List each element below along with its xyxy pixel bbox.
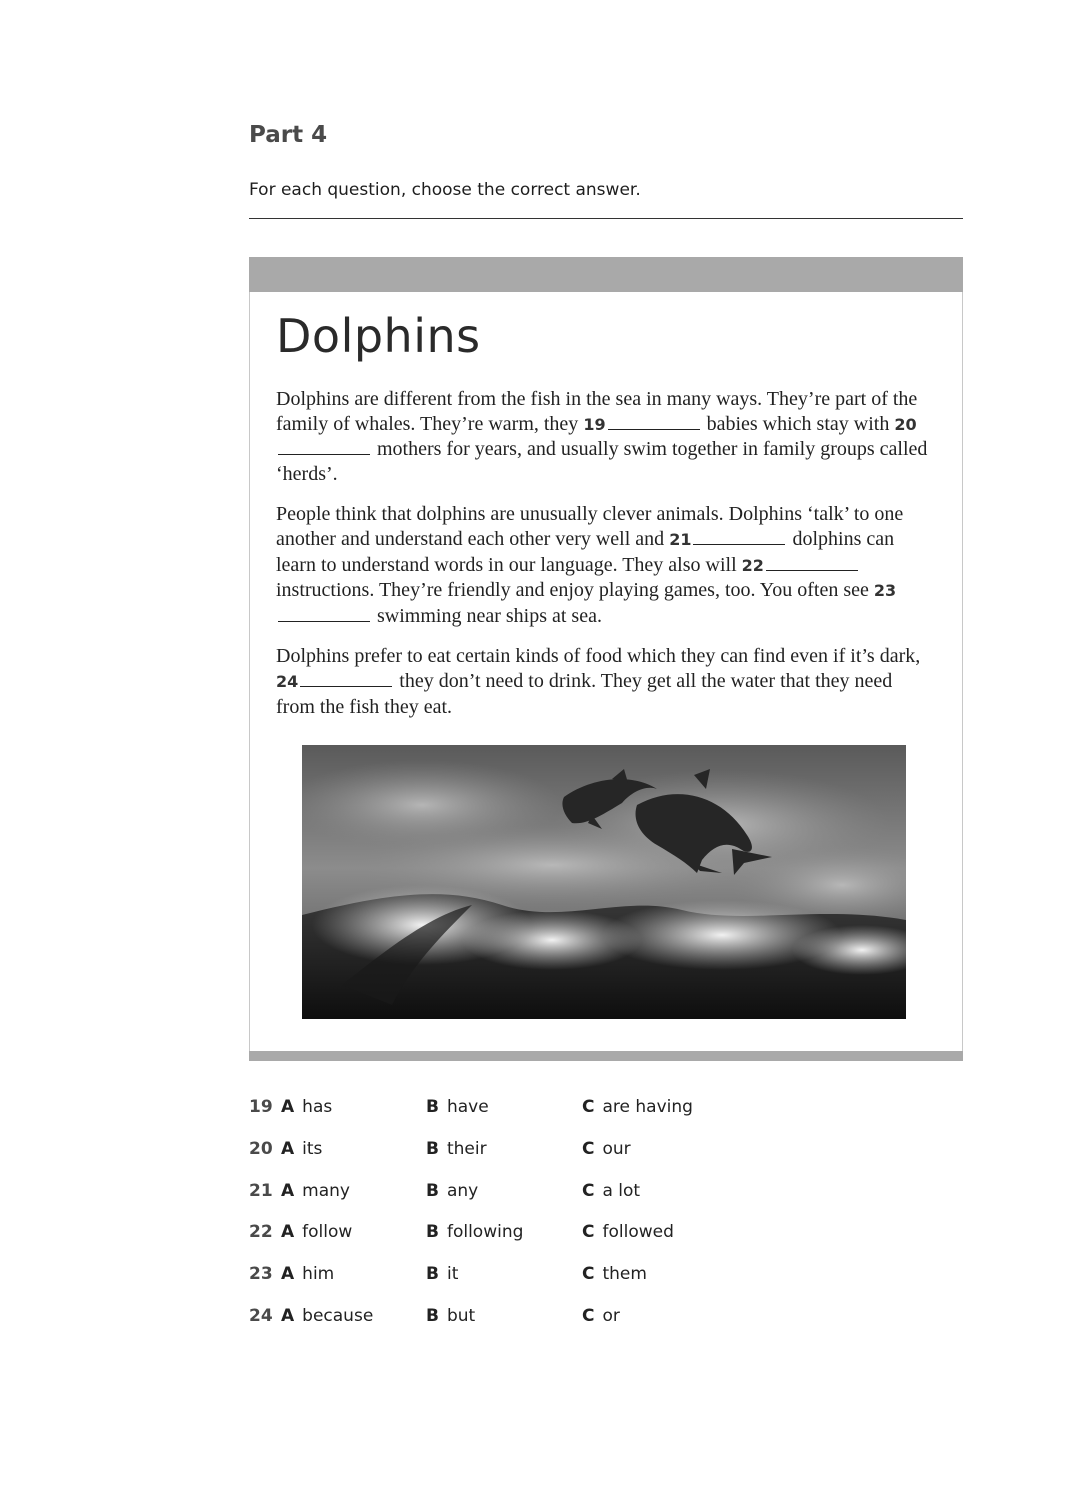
article-body: [276, 387, 936, 735]
paragraph-3: [276, 644, 936, 719]
option-letter: C: [582, 1222, 595, 1243]
option-a[interactable]: [281, 1264, 334, 1284]
option-letter: B: [426, 1305, 439, 1326]
divider: [249, 218, 963, 219]
card-header-band: [249, 257, 963, 292]
gap-blank: [278, 453, 370, 455]
option-a[interactable]: [281, 1306, 373, 1326]
option-letter: B: [426, 1097, 439, 1117]
option-letter: C: [582, 1138, 595, 1159]
option-a[interactable]: [281, 1222, 352, 1242]
option-a[interactable]: [281, 1097, 332, 1117]
card-footer-band: [249, 1051, 963, 1061]
option-text: many: [302, 1180, 350, 1201]
text: Dolphins are different from the fish in the sea in many ways. They’re part of the family of whales. They’re warm, they: [276, 388, 918, 435]
option-text: has: [302, 1097, 333, 1117]
option-b[interactable]: [426, 1097, 489, 1117]
gap-blank: [766, 569, 858, 571]
text: dolphins can learn to understand words in our language. They also will: [276, 527, 895, 576]
question-row: [249, 1097, 749, 1139]
question-number: 19: [249, 1097, 273, 1117]
option-letter: A: [281, 1305, 295, 1326]
option-letter: A: [281, 1264, 295, 1285]
option-text: following: [446, 1222, 524, 1243]
option-c[interactable]: [582, 1097, 693, 1117]
answer-options: [249, 1097, 749, 1348]
question-row: [249, 1306, 749, 1348]
option-letter: B: [426, 1222, 439, 1243]
option-text: have: [446, 1097, 489, 1117]
gap-number: 24: [276, 671, 299, 691]
option-b[interactable]: [426, 1222, 523, 1242]
question-row: [249, 1139, 749, 1181]
option-text: its: [302, 1138, 323, 1159]
option-text: because: [302, 1305, 374, 1326]
option-text: but: [446, 1305, 476, 1326]
article-title: Dolphins: [276, 309, 481, 363]
option-letter: A: [281, 1138, 295, 1159]
option-text: are having: [602, 1097, 693, 1117]
question-row: [249, 1181, 749, 1223]
article-card: [249, 257, 963, 1061]
gap-number: 20: [894, 414, 917, 434]
option-c[interactable]: [582, 1139, 631, 1159]
option-text: followed: [602, 1222, 674, 1243]
paragraph-1: [276, 387, 936, 486]
gap-number: 21: [669, 529, 692, 549]
option-text: a lot: [602, 1180, 641, 1201]
text: babies which stay with: [701, 412, 895, 435]
option-letter: B: [426, 1180, 439, 1201]
option-text: our: [602, 1138, 631, 1159]
gap-blank: [693, 543, 785, 545]
text: People think that dolphins are unusually clever animals. Dolphins ‘talk’ to one another and understand each other very well and: [276, 503, 904, 550]
option-letter: B: [426, 1264, 439, 1285]
dolphins-photo: [302, 745, 906, 1019]
part-title: Part 4: [249, 122, 328, 148]
option-text: it: [446, 1264, 459, 1285]
question-number: 21: [249, 1180, 273, 1201]
paragraph-2: [276, 502, 936, 628]
text: Dolphins prefer to eat certain kinds of food which they can find even if it’s dark,: [276, 645, 921, 668]
gap-number: 19: [583, 414, 606, 434]
option-text: follow: [302, 1222, 353, 1243]
option-c[interactable]: [582, 1306, 620, 1326]
option-letter: A: [281, 1180, 295, 1201]
gap-blank: [300, 685, 392, 687]
gap-blank: [608, 428, 700, 430]
option-text: or: [602, 1305, 620, 1326]
option-letter: C: [582, 1264, 595, 1285]
option-b[interactable]: [426, 1139, 487, 1159]
option-b[interactable]: [426, 1306, 475, 1326]
gap-number: 22: [741, 555, 764, 575]
question-number: 22: [249, 1222, 273, 1243]
option-b[interactable]: [426, 1264, 458, 1284]
dolphins-photo-drawing: [302, 745, 906, 1019]
option-a[interactable]: [281, 1181, 350, 1201]
question-row: [249, 1264, 749, 1306]
instruction: For each question, choose the correct answer.: [249, 180, 641, 200]
gap-number: 23: [873, 581, 897, 601]
option-letter: B: [426, 1138, 439, 1159]
option-c[interactable]: [582, 1181, 640, 1201]
option-c[interactable]: [582, 1264, 647, 1284]
question-row: [249, 1222, 749, 1264]
text: instructions. They’re friendly and enjoy playing games, too. You often see: [276, 579, 874, 602]
option-b[interactable]: [426, 1181, 478, 1201]
text: they don’t need to drink. They get all the water that they need from the fish they eat.: [276, 669, 893, 718]
option-text: them: [602, 1264, 647, 1285]
option-a[interactable]: [281, 1139, 322, 1159]
option-text: him: [302, 1264, 335, 1285]
option-text: their: [446, 1138, 487, 1159]
question-number: 24: [249, 1305, 273, 1326]
text: mothers for years, and usually swim together in family groups called ‘herds’.: [276, 438, 928, 485]
question-number: 23: [249, 1264, 273, 1285]
question-number: 20: [249, 1138, 273, 1159]
option-letter: A: [281, 1222, 295, 1243]
option-letter: A: [281, 1097, 295, 1117]
text: swimming near ships at sea.: [372, 604, 602, 627]
option-text: any: [446, 1180, 479, 1201]
option-c[interactable]: [582, 1222, 674, 1242]
gap-blank: [278, 620, 370, 622]
option-letter: C: [582, 1180, 595, 1201]
option-letter: C: [582, 1305, 595, 1326]
option-letter: C: [582, 1097, 595, 1117]
